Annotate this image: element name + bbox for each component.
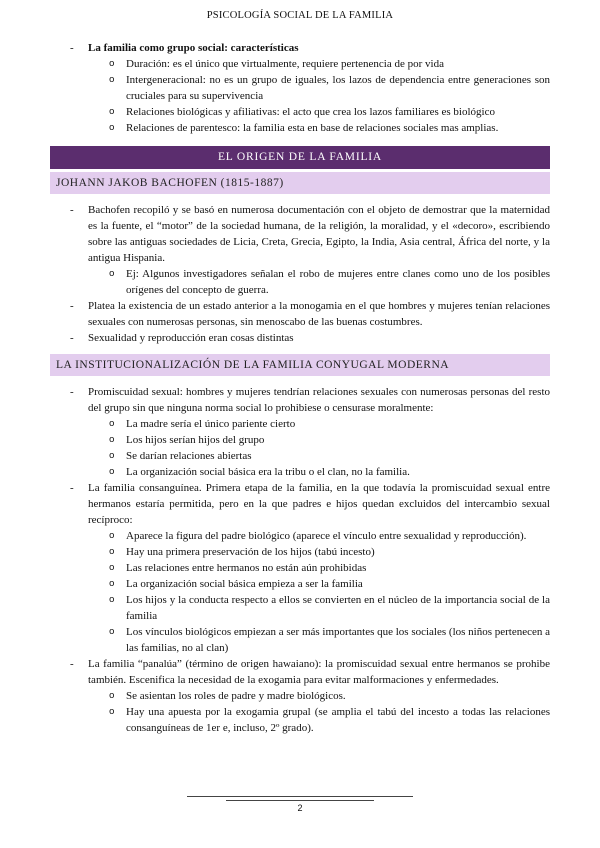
list-item bbox=[50, 528, 550, 544]
list-item-text: Las relaciones entre hermanos no están aún prohibidas bbox=[126, 562, 367, 574]
list-item bbox=[50, 448, 550, 464]
dash-marker: - bbox=[70, 42, 74, 54]
list-item-text: Intergeneracional: no es un grupo de iguales, los lazos de dependencia entre generaciones son cruciales para su supervivencia bbox=[126, 74, 550, 102]
subsection-banner-institucionalizacion: LA INSTITUCIONALIZACIÓN DE LA FAMILIA CONYUGAL MODERNA bbox=[50, 354, 550, 376]
subsection-banner-bachofen: JOHANN JAKOB BACHOFEN (1815-1887) bbox=[50, 172, 550, 194]
list-item bbox=[50, 592, 550, 624]
list-item bbox=[50, 560, 550, 576]
list-item-text: Los vínculos biológicos empiezan a ser más importantes que los sociales (los niños pertenecen a las familias, no al clan) bbox=[126, 626, 550, 654]
bullet-marker: o bbox=[109, 595, 115, 605]
bachofen-paragraph-2 bbox=[50, 298, 550, 330]
bullet-marker: o bbox=[109, 467, 115, 477]
dash-marker: - bbox=[70, 300, 74, 312]
promiscuidad-paragraph bbox=[50, 384, 550, 416]
paragraph-text: Sexualidad y reproducción eran cosas distintas bbox=[88, 332, 294, 344]
list-item bbox=[50, 432, 550, 448]
list-item-text: Los hijos serían hijos del grupo bbox=[126, 434, 265, 446]
intro-heading: La familia como grupo social: características bbox=[88, 42, 299, 54]
bullet-marker: o bbox=[109, 269, 115, 279]
bullet-marker: o bbox=[109, 531, 115, 541]
paragraph-text: Platea la existencia de un estado anterior a la monogamia en el que hombres y mujeres tenían relaciones sexuales con numerosas personas, sin menoscabo de las buenas costumbres. bbox=[88, 300, 550, 328]
bullet-marker: o bbox=[109, 547, 115, 557]
list-item-text: Hay una primera preservación de los hijos (tabú incesto) bbox=[126, 546, 375, 558]
bullet-marker: o bbox=[109, 627, 115, 637]
list-item bbox=[50, 266, 550, 298]
dash-marker: - bbox=[70, 658, 74, 670]
list-item bbox=[50, 704, 550, 736]
page-header-title: PSICOLOGÍA SOCIAL DE LA FAMILIA bbox=[206, 10, 394, 21]
page-number: 2 bbox=[297, 803, 303, 813]
list-item bbox=[50, 576, 550, 592]
list-item bbox=[50, 464, 550, 480]
list-item-text: Relaciones biológicas y afiliativas: el acto que crea los lazos familiares es biológico bbox=[126, 106, 495, 118]
bullet-marker: o bbox=[109, 107, 115, 117]
bullet-marker: o bbox=[109, 563, 115, 573]
dash-marker: - bbox=[70, 482, 74, 494]
dash-marker: - bbox=[70, 386, 74, 398]
list-item bbox=[50, 56, 550, 72]
bachofen-paragraph-3 bbox=[50, 330, 550, 346]
familia-panalua-paragraph bbox=[50, 656, 550, 688]
bullet-marker: o bbox=[109, 75, 115, 85]
list-item-text: Relaciones de parentesco: la familia esta en base de relaciones sociales mas amplias. bbox=[126, 122, 499, 134]
bullet-marker: o bbox=[109, 691, 115, 701]
dash-marker: - bbox=[70, 204, 74, 216]
list-item bbox=[50, 624, 550, 656]
paragraph-text: La familia consanguínea. Primera etapa de la familia, en la que todavía la promiscuidad sexual entre hermanos estaría permitida, pero en la que padres e hijos quedan excluidos del intercambio sexual recíproco: bbox=[88, 482, 550, 526]
list-item-text: La organización social básica empieza a ser la familia bbox=[126, 578, 363, 590]
list-item-text: Se darían relaciones abiertas bbox=[126, 450, 252, 462]
bullet-marker: o bbox=[109, 435, 115, 445]
promiscuidad-list bbox=[50, 416, 550, 480]
bullet-marker: o bbox=[109, 451, 115, 461]
intro-list bbox=[50, 56, 550, 136]
paragraph-text: La familia “panalúa” (término de origen hawaiano): la promiscuidad sexual entre hermanos se prohibe también. Escenifica la necesidad de la exogamia para evitar malformaciones y enfermedades. bbox=[88, 658, 550, 686]
list-item bbox=[50, 416, 550, 432]
footer-divider bbox=[187, 796, 413, 797]
bullet-marker: o bbox=[109, 579, 115, 589]
list-item bbox=[50, 688, 550, 704]
bullet-marker: o bbox=[109, 419, 115, 429]
list-item-text: La madre sería el único pariente cierto bbox=[126, 418, 296, 430]
familia-consanguinea-list bbox=[50, 528, 550, 656]
paragraph-text: Bachofen recopiló y se basó en numerosa documentación con el objeto de demostrar que la maternidad es la fuente, el “motor” de la sociedad humana, de la religión, la moralidad, y el «decoro», escribiendo sobre las antiguas sociedades de Licia, Creta, Grecia, Egipto, la India, Asia central, África del norte, y la antigua Hispania. bbox=[88, 204, 550, 264]
dash-marker: - bbox=[70, 332, 74, 344]
list-item bbox=[50, 72, 550, 104]
bachofen-paragraph-1 bbox=[50, 202, 550, 266]
list-item-text: Hay una apuesta por la exogamia grupal (se amplia el tabú del incesto a todas las relaciones consanguíneas de 1er e, incluso, 2º grado). bbox=[126, 706, 550, 734]
list-item-text: Se asientan los roles de padre y madre biológicos. bbox=[126, 690, 346, 702]
document-body bbox=[50, 40, 550, 736]
list-item bbox=[50, 544, 550, 560]
bullet-marker: o bbox=[109, 707, 115, 717]
footer-divider bbox=[226, 800, 374, 801]
bullet-marker: o bbox=[109, 123, 115, 133]
bullet-marker: o bbox=[109, 59, 115, 69]
familia-panalua-list bbox=[50, 688, 550, 736]
list-item-text: Aparece la figura del padre biológico (aparece el vínculo entre sexualidad y reproducción). bbox=[126, 530, 527, 542]
list-item bbox=[50, 104, 550, 120]
list-item bbox=[50, 120, 550, 136]
section-banner-origin: EL ORIGEN DE LA FAMILIA bbox=[50, 146, 550, 169]
bachofen-sub-list bbox=[50, 266, 550, 298]
paragraph-text: Promiscuidad sexual: hombres y mujeres tendrían relaciones sexuales con numerosas personas del resto del grupo sin que ninguna norma social lo prohibiese o censurase moralmente: bbox=[88, 386, 550, 414]
list-item-text: Duración: es el único que virtualmente, requiere pertenencia de por vida bbox=[126, 58, 444, 70]
list-item-text: Los hijos y la conducta respecto a ellos se convierten en el núcleo de la importancia social de la familia bbox=[126, 594, 550, 622]
familia-consanguinea-paragraph bbox=[50, 480, 550, 528]
intro-heading-item bbox=[50, 40, 550, 56]
list-item-text: Ej: Algunos investigadores señalan el robo de mujeres entre clanes como uno de los posibles orígenes del concepto de guerra. bbox=[126, 268, 550, 296]
list-item-text: La organización social básica era la tribu o el clan, no la familia. bbox=[126, 466, 410, 478]
